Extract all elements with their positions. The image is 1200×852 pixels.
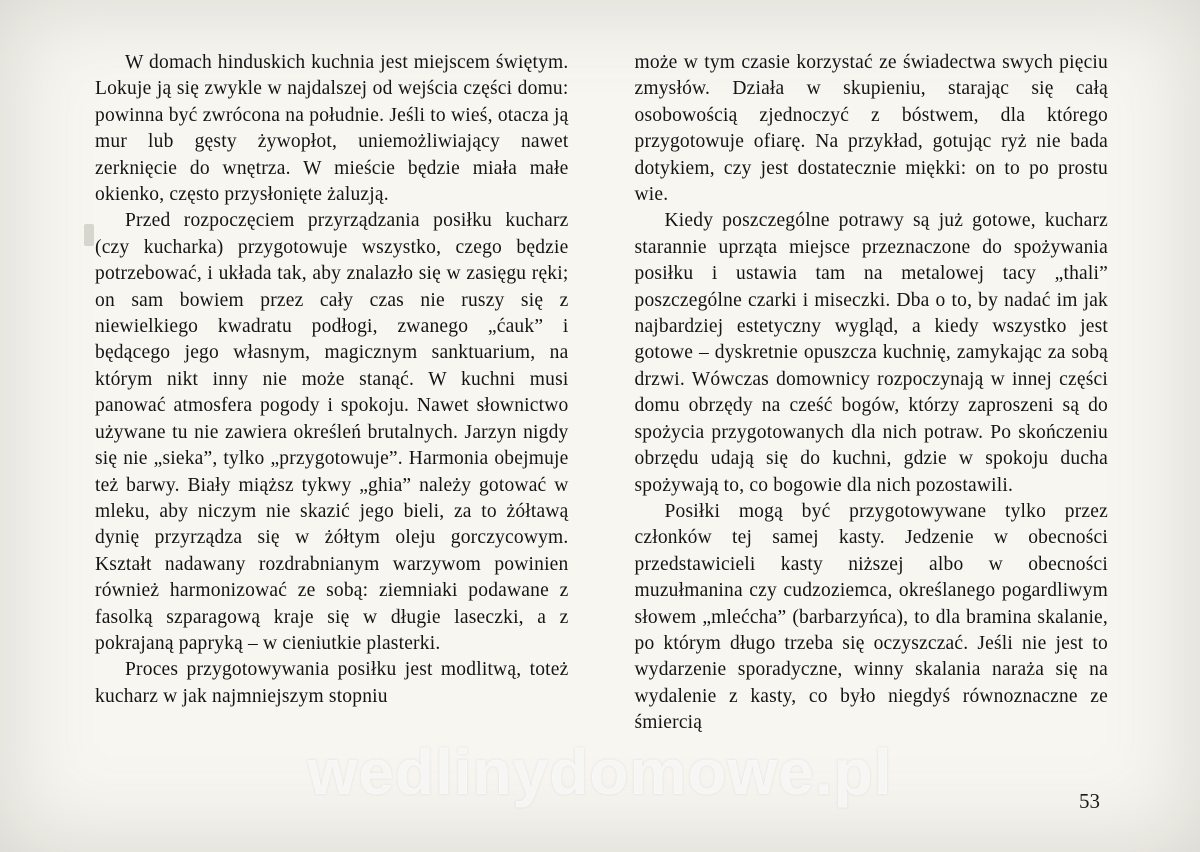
paragraph: Proces przygotowywania posiłku jest modlitwą, toteż kucharz w jak najmniejszym stopniu: [95, 659, 569, 707]
text-column-left: [95, 50, 569, 737]
paragraph: Posiłki mogą być przygotowywane tylko przez członków tej samej kasty. Jedzenie w obecności przedstawicieli kasty niższej albo w obecności muzułmanina czy cudzoziemca, określanego pogardliwym słowem „mlećcha” (barbarzyńca), to dla bramina skalanie, po którym długo trzeba się oczyszczać. Jeśli nie jest to wydarzenie sporadyczne, winny skalania naraża się na wydalenie z kasty, co było niegdyś równoznaczne ze śmiercią: [634, 500, 1108, 734]
page-number: 53: [1079, 789, 1100, 813]
text-columns: [95, 50, 1108, 737]
text-column-right: [635, 50, 1109, 737]
scan-artifact: [84, 224, 94, 246]
paragraph: Przed rozpoczęciem przyrządzania posiłku kucharz (czy kucharka) przygotowuje wszystko, czego będzie potrzebować, i układa tak, aby znalazło się w zasięgu ręki; on sam bowiem przez cały czas nie ruszy się z niewielkiego kwadratu podłogi, zwanego „ćauk” i będącego jego własnym, magicznym sanktuarium, na którym nikt inny nie może stanąć. W kuchni musi panować atmosfera pogody i spokoju. Nawet słownictwo używane tu nie zawiera określeń brutalnych. Jarzyn nigdy się nie „sieka”, tylko „przygotowuje”. Harmonia obejmuje też barwy. Biały miąższ tykwy „ghia” należy gotować w mleku, aby niczym nie skazić jego bieli, za to żółtawą dynię przyrządza się w żółtym oleju gorczycowym. Kształt nadawany rozdrabnianym warzywom powinien również harmonizować ze sobą: ziemniaki podawane z fasolką szparagową kraje się w długie laseczki, a z pokrajaną papryką – w cieniutkie plasterki.: [95, 210, 569, 654]
paragraph: Kiedy poszczególne potrawy są już gotowe, kucharz starannie uprząta miejsce przeznaczone do spożywania posiłku i ustawia tam na metalowej tacy „thali” poszczególne czarki i miseczki. Dba o to, by nadać im jak najbardziej estetyczny wygląd, a kiedy wszystko jest gotowe – dyskretnie opuszcza kuchnię, zamykając za sobą drzwi. Wówczas domownicy rozpoczynają w innej części domu obrzędy na cześć bogów, którzy zaproszeni są do spożycia przygotowanych dla nich potraw. Po skończeniu obrzędu udają się do kuchni, gdzie w spokoju ducha spożywają to, co bogowie dla nich pozostawili.: [634, 210, 1108, 496]
watermark: wedlinydomowe.pl: [307, 736, 893, 808]
paragraph: W domach hinduskich kuchnia jest miejscem świętym. Lokuje ją się zwykle w najdalszej od wejścia części domu: powinna być zwrócona na południe. Jeśli to wieś, otacza ją mur lub gęsty żywopłot, uniemożliwiający nawet zerknięcie do wnętrza. W mieście będzie miała małe okienko, często przysłonięte żaluzją.: [95, 52, 569, 206]
paragraph: może w tym czasie korzystać ze świadectwa swych pięciu zmysłów. Działa w skupieniu, starając się całą osobowością zjednoczyć z bóstwem, dla którego przygotowuje ofiarę. Na przykład, gotując ryż nie bada dotykiem, czy jest dostatecznie miękki: on to po prostu wie.: [634, 52, 1108, 206]
